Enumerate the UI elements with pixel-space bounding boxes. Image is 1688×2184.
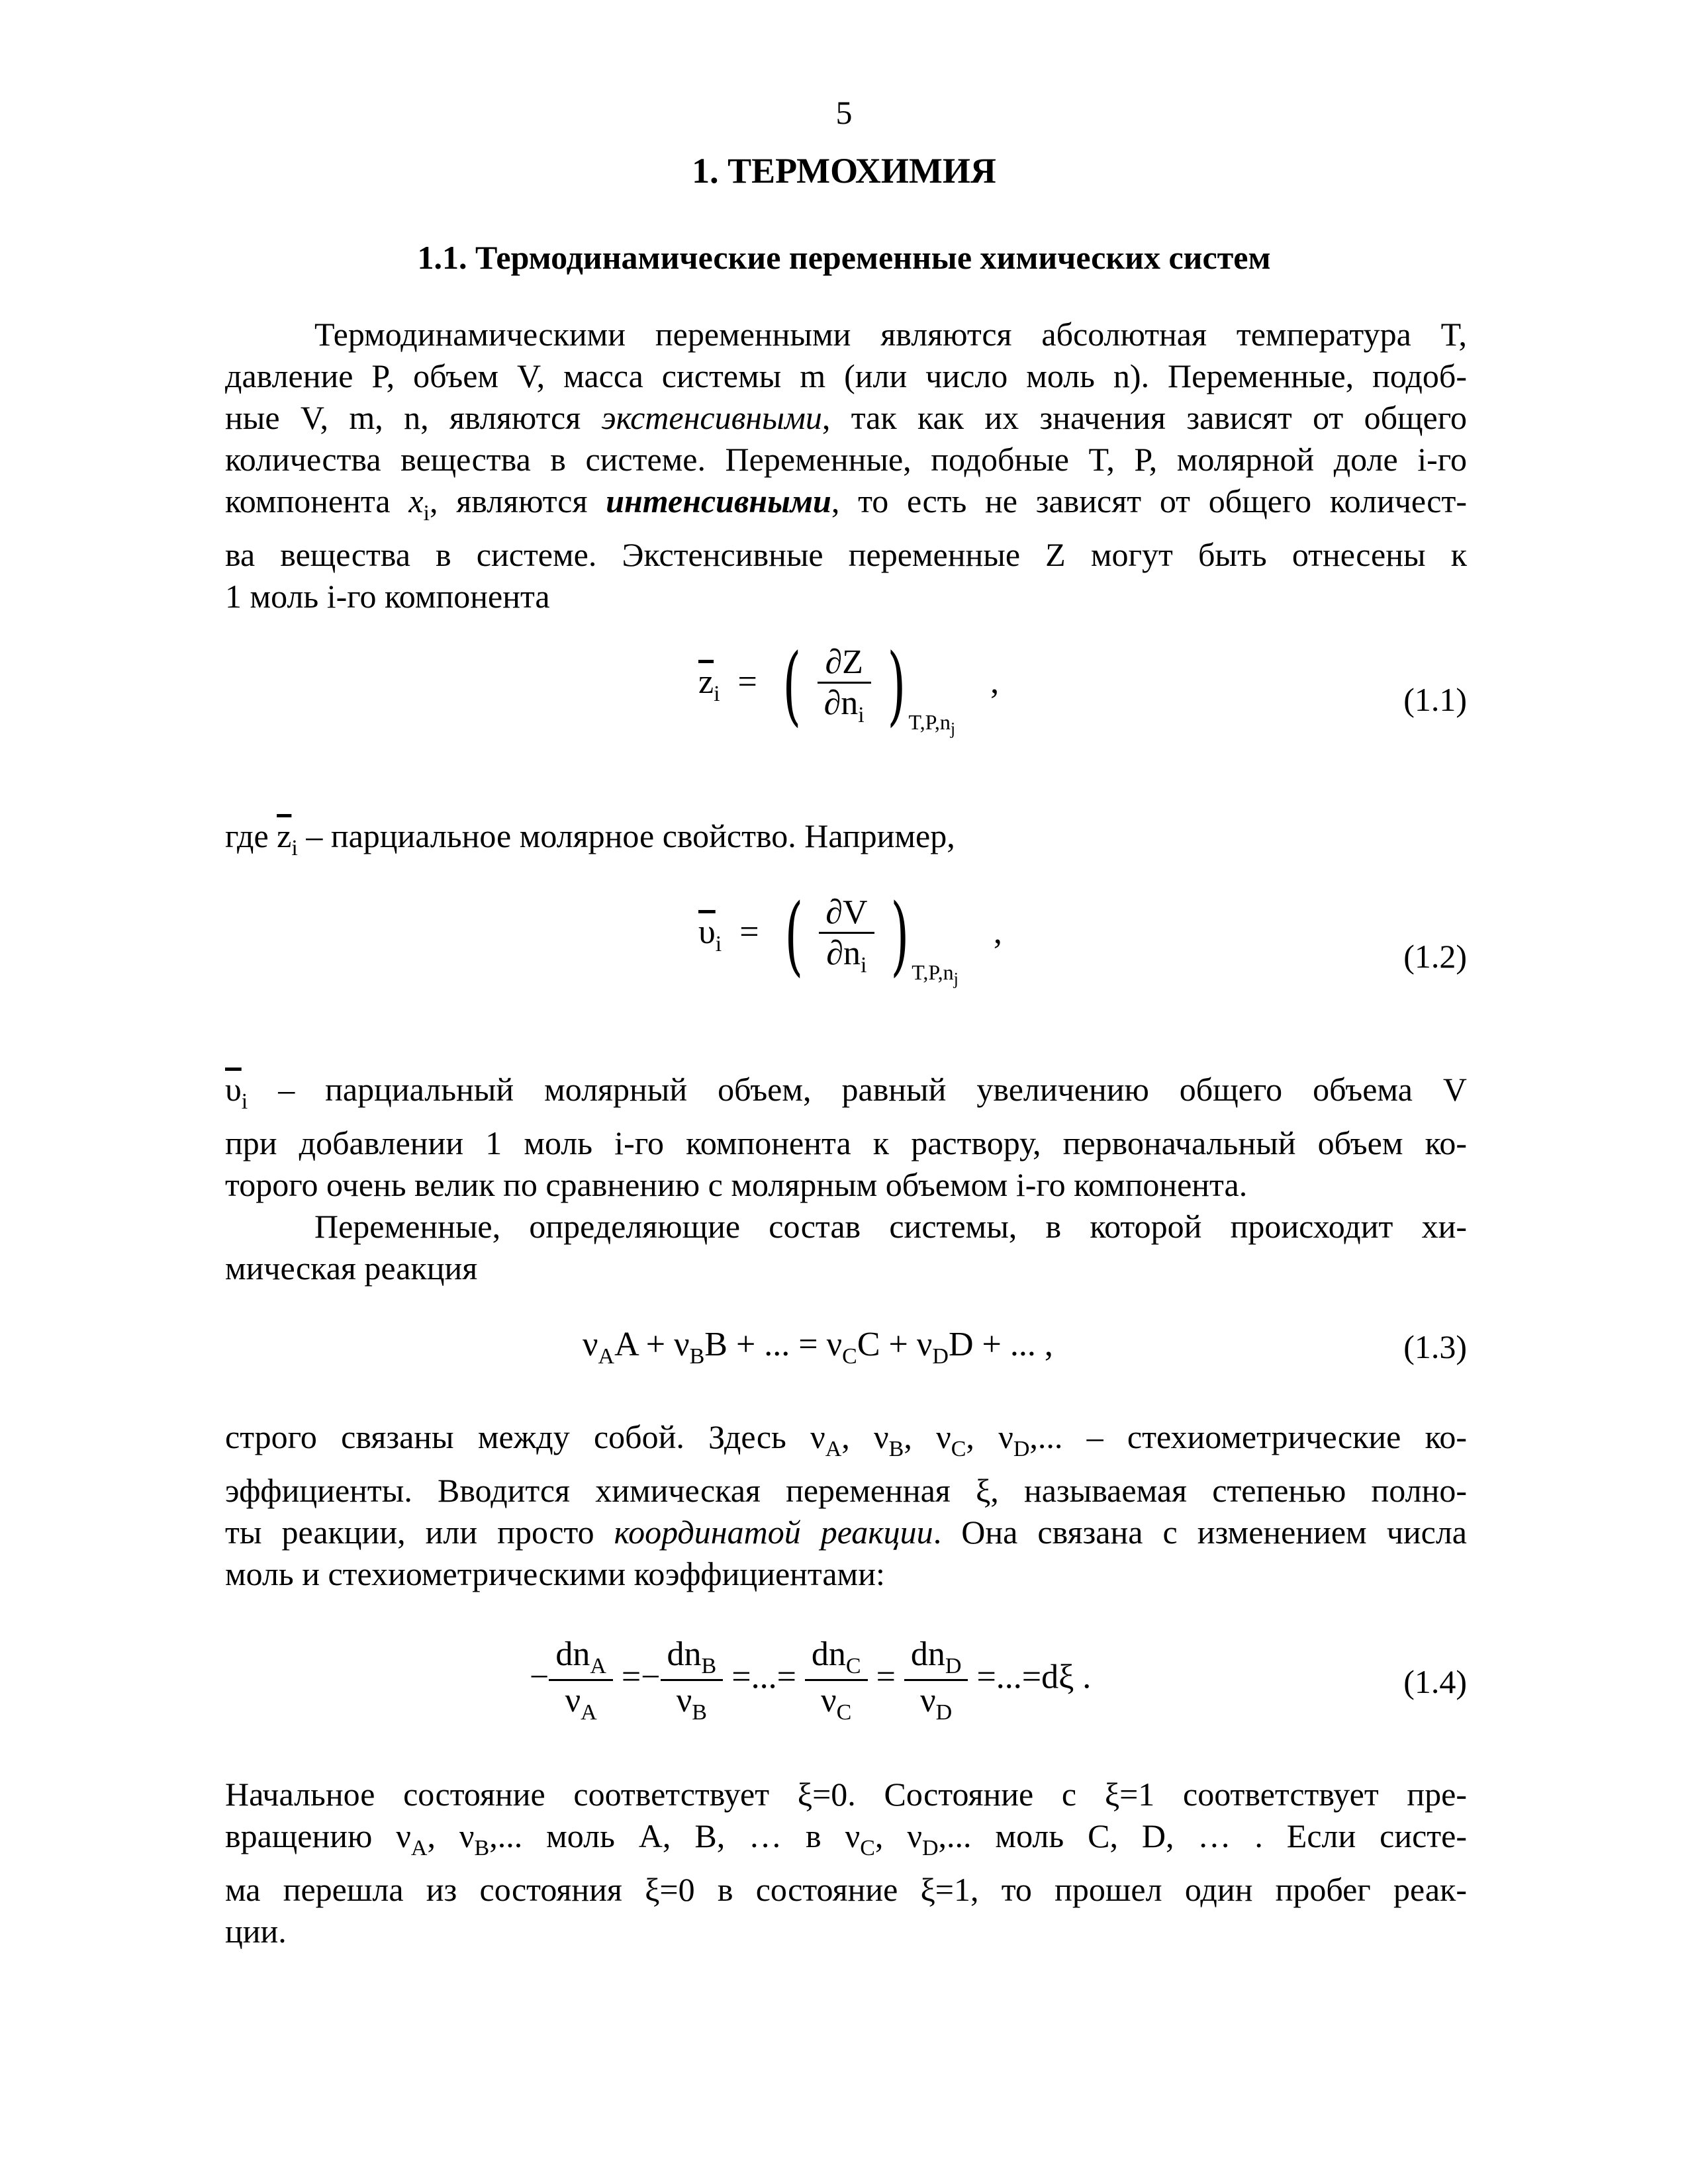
equation-1-2: $\overline{\upsilon}_i$ = ( $\frac{\partial V}{\partial n_i}$ ) $_{T,P,n_j}$ , xyxy=(698,885,1002,989)
para1-line-4: количества вещества в системе. Переменные, подобные T, P, молярной доле i-го xyxy=(225,441,1467,478)
para1-line-3: ные V, m, n, являются экстенсивными, так как их значения зависят от общего xyxy=(225,399,1467,436)
equation-number-1-1: (1.1) xyxy=(1403,681,1467,718)
page-number: 5 xyxy=(835,94,853,131)
para1-line-1: Термодинамическими переменными являются абсолютная температура T, xyxy=(314,316,1467,353)
para1-line-6: ва вещества в системе. Экстенсивные переменные Z могут быть отнесены к xyxy=(225,536,1467,573)
paragraph-1 xyxy=(225,314,1467,617)
equation-1-3: $\nu_AA + \nu_BB$ + ... = $\nu_CC + \nu_DD$ + ... , xyxy=(583,1326,1053,1369)
para1-line-7: 1 моль i-го компонента xyxy=(225,578,550,615)
equation-number-1-4: (1.4) xyxy=(1403,1663,1467,1700)
equation-1-4: − $\frac{dn_A}{\nu_A}$ =− $\frac{dn_B}{\nu_B}$ =...= $\frac{dn_C}{\nu_C}$ = $\frac{dn_D}{\nu_D}$ =...=dξ . xyxy=(530,1635,1092,1725)
para1-line-2: давление P, объем V, масса системы m (или число моль n). Переменные, подоб- xyxy=(225,357,1467,394)
equation-1-1: $\overline{z}_i$ = ( $\frac{\partial Z}{\partial n_i}$ ) $_{T,P,n_j}$ , xyxy=(698,635,1000,739)
paragraph-2: где $\overline{z}_i$ – парциальное молярное свойство. Например, xyxy=(225,817,955,860)
para1-line-5: компонента $x_i$, являются интенсивными, то есть не зависят от общего количест- xyxy=(225,482,1467,525)
paragraph-5: строго связаны между собой. Здесь $\nu_A$, $\nu_B$, $\nu_C$, $\nu_D$,... – стехиометрические ко- эффициенты. Вводится химическая переменная ξ, называемая степенью полно- ты реакции, или просто координатой реакции. Она связана с изменением числа моль и стехиометрическими коэффициентами: xyxy=(225,1418,1468,1592)
section-title: 1.1. Термодинамические переменные химических систем xyxy=(417,239,1271,276)
equation-number-1-3: (1.3) xyxy=(1403,1328,1467,1365)
paragraph-6: Начальное состояние соответствует ξ=0. Состояние с ξ=1 соответствует пре- вращению $\nu_A$, $\nu_B$,... моль A, B, … в $\nu_C$, $\nu_D$,... моль C, D, … . Если систе- ма перешла из состояния ξ=0 в состояние ξ=1, то прошел один пробег реак- ции. xyxy=(225,1776,1467,1950)
paragraph-4: Переменные, определяющие состав системы, в которой происходит хи- xyxy=(314,1208,1467,1245)
paragraph-3: $\overline{\upsilon}_i$ – парциальный молярный объем, равный увеличению общего объема V при добавлении 1 моль i-го компонента к раствору, первоначальный объем ко- торого очень велик по сравнению с молярным объемом i-го компонента. Переменные, определяющие состав системы, в которой происходит хи- мическая реакция xyxy=(225,1071,1467,1287)
chapter-title: 1. ТЕРМОХИМИЯ xyxy=(692,151,996,191)
equation-number-1-2: (1.2) xyxy=(1403,938,1467,975)
